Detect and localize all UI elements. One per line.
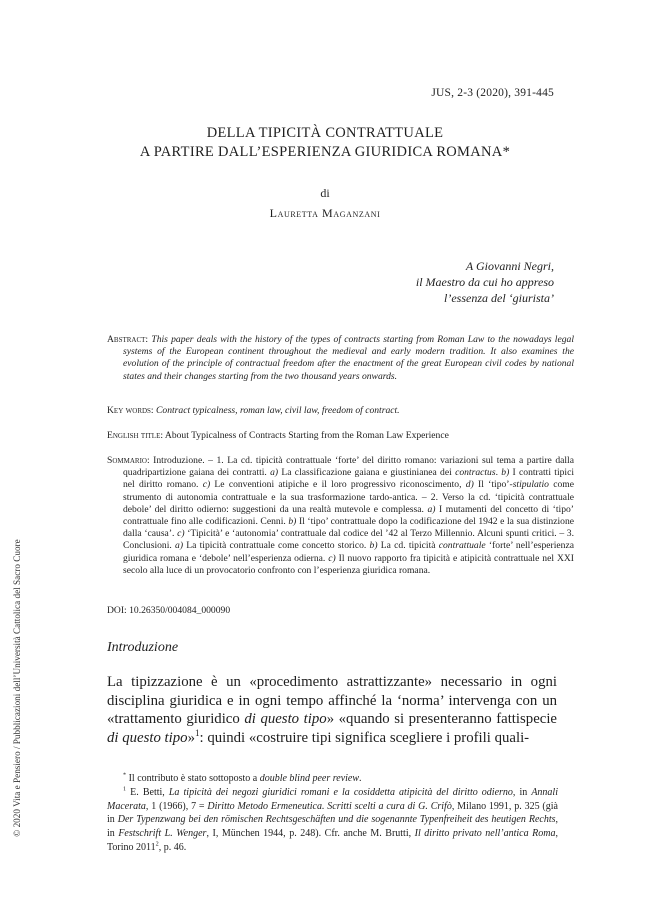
summary-segment: Introduzione. – 1. La cd. tipicità contrattuale ‘forte’ del diritto romano: variazioni sul tema a partire dalla quadripartizione gaiana dei contratti. — [123, 455, 574, 479]
keywords-text: Contract typicalness, roman law, civil law, freedom of contract. — [156, 405, 400, 416]
summary-segment: c) — [328, 552, 336, 564]
summary-segment: contractus — [455, 467, 496, 479]
doi: DOI: 10.26350/004084_000090 — [107, 605, 231, 616]
english-title-text: About Typicalness of Contracts Starting from the Roman Law Experience — [164, 430, 449, 441]
footnote-segment: , p. 46. — [158, 841, 187, 853]
body-segment: : quindi «costruire tipi significa scegliere i profili quali- — [199, 729, 530, 746]
summary-segment: La tipicità contrattuale come concetto storico. — [183, 540, 370, 552]
footnote-segment: Diritto Metodo Ermeneutica. Scritti scelti a cura di G. Crifò — [207, 800, 452, 812]
footnote-segment: Il contributo è stato sottoposto a — [126, 773, 260, 784]
summary — [107, 455, 574, 577]
summary-segment: come strumento di autonomia contrattuale e la sua trasformazione tardo-antica. – 2. Verso la cd. ‘tipicità contrattuale debole’ del diritto odierno: suggestioni da una realtà mutevole e complessa. — [123, 479, 574, 515]
summary-segment: c) — [177, 528, 185, 540]
footnote-segment: La tipicità dei negozi giuridici romani e la cosiddetta atipicità del diritto odierno — [168, 786, 513, 798]
article-title-line-1: DELLA TIPICITÀ CONTRATTUALE — [206, 125, 444, 141]
dedication-line-3: l’essenza del ‘giurista’ — [444, 291, 554, 305]
summary-segment: La classificazione gaiana e giustinianea dei — [278, 467, 456, 479]
byline-di: di — [320, 186, 330, 200]
footnote-segment: Festschrift L. Wenger — [118, 828, 207, 840]
summary-segment: La cd. tipicità — [377, 540, 439, 552]
summary-segment: a) — [175, 540, 184, 552]
summary-text — [123, 455, 574, 576]
footnote-segment: , I, München 1944, p. 248). Cfr. anche M. Brutti, — [206, 828, 415, 840]
summary-segment: . — [495, 467, 502, 479]
summary-segment: Il nuovo rapporto fra tipicità e atipicità contrattuale nel XXI secolo alla luce di un provocatorio confronto con l’esperienza giuridica romana. — [123, 552, 574, 576]
summary-segment: a) — [270, 467, 279, 479]
summary-segment: stipulatio — [512, 479, 549, 491]
summary-segment: Il ‘tipo’ contrattuale dopo la codificazione del 1942 e la sua distinzione dalla ‘causa’. — [123, 516, 575, 540]
summary-segment: Il ‘tipo’- — [473, 479, 513, 491]
footnotes — [107, 772, 558, 855]
summary-segment: c) — [202, 479, 211, 491]
summary-segment: d) — [465, 479, 474, 491]
abstract-text: This paper deals with the history of the types of contracts starting from Roman Law to the nowadays legal systems of the European continent throughout the medieval and early modern tradition. It also examines the evolution of the principle of contractual freedom after the enactment of the great European civil codes by national states and their changes starting from the two thousand years onwards. — [123, 334, 574, 382]
english-title — [107, 430, 558, 442]
dedication-line-2: il Maestro da cui ho appreso — [415, 275, 554, 289]
abstract-label: Abstract: — [107, 334, 149, 345]
english-title-label: English title: — [107, 430, 164, 441]
summary-segment: a) — [427, 503, 436, 515]
summary-segment: b) — [369, 540, 378, 552]
summary-segment: Le conventioni atipiche e il loro progressivo riconoscimento, — [210, 479, 466, 491]
footnote-segment: . — [359, 773, 362, 784]
body-segment: » — [187, 729, 195, 746]
dedication — [416, 258, 554, 306]
keywords-label: Key words: — [107, 405, 154, 416]
footnote-segment: , 1 (1966), 7 = — [145, 800, 208, 812]
dedication-line-1: A Giovanni Negri, — [465, 259, 554, 273]
footnote-segment: , Torino 2011 — [107, 828, 558, 853]
footnote-segment: double blind peer review — [259, 773, 360, 784]
summary-segment: b) — [501, 467, 510, 479]
body-paragraph — [107, 673, 557, 747]
footnote-marker: 1 — [194, 727, 200, 738]
footnote-segment: , in — [512, 786, 532, 798]
summary-segment: contrattuale — [438, 540, 486, 552]
author-name: Lauretta Maganzani — [269, 206, 381, 220]
footnote-segment: Der Typenzwang bei den römischen Rechtsgeschäften und die sogenannte Typenfreiheit des heutigen Rechts — [117, 814, 556, 826]
footnote-star — [107, 772, 558, 786]
footnote-marker: 1 — [123, 785, 127, 793]
side-copyright-notice: © 2020 Vita e Pensiero / Pubblicazioni dell’Università Cattolica del Sacro Cuore — [12, 539, 22, 837]
footnote-segment: Il diritto privato nell’antica Roma — [414, 828, 556, 840]
footnote-1 — [107, 786, 558, 855]
footnote-marker: * — [123, 771, 127, 779]
keywords — [107, 405, 558, 417]
summary-label: Sommario: — [107, 455, 150, 466]
summary-segment: ‘forte’ nell’esperienza giuridica romana e ‘debole’ nell’esperienza odierna. — [123, 540, 574, 564]
section-heading-introduzione: Introduzione — [107, 640, 179, 655]
journal-reference: JUS, 2-3 (2020), 391-445 — [431, 87, 554, 99]
summary-segment: I mutamenti del concetto di ‘tipo’ contrattuale fino alle codificazioni. Cenni. — [123, 503, 574, 528]
footnote-marker: 2 — [155, 840, 159, 848]
footnote-segment: Annali Macerata — [107, 786, 558, 812]
summary-segment: ‘Tipicità’ e ‘autonomia’ contrattuale dal codice del ’42 al Terzo Millennio. Alcuni spunti critici. – 3. Conclusioni. — [123, 528, 574, 552]
footnote-segment: , in — [107, 814, 558, 840]
body-segment: di questo tipo — [244, 711, 327, 728]
footnote-segment: E. Betti, — [126, 786, 169, 798]
body-segment: » «quando si presenteranno fattispecie — [326, 711, 558, 728]
article-title — [0, 124, 650, 162]
abstract — [107, 334, 574, 383]
summary-segment: b) — [288, 516, 297, 528]
body-segment: di questo tipo — [107, 729, 188, 746]
article-title-line-2: A PARTIRE DALL’ESPERIENZA GIURIDICA ROMANA* — [139, 144, 511, 160]
footnote-segment: , Milano 1991, p. 325 (già in — [107, 800, 558, 826]
body-segment: La tipizzazione è un «procedimento astrattizzante» necessario in ogni disciplina giuridica e in ogni tempo affinché la ‘norma’ intervenga con un «trattamento giuridico — [107, 674, 557, 728]
summary-segment: I contratti tipici nel diritto romano. — [123, 467, 574, 491]
